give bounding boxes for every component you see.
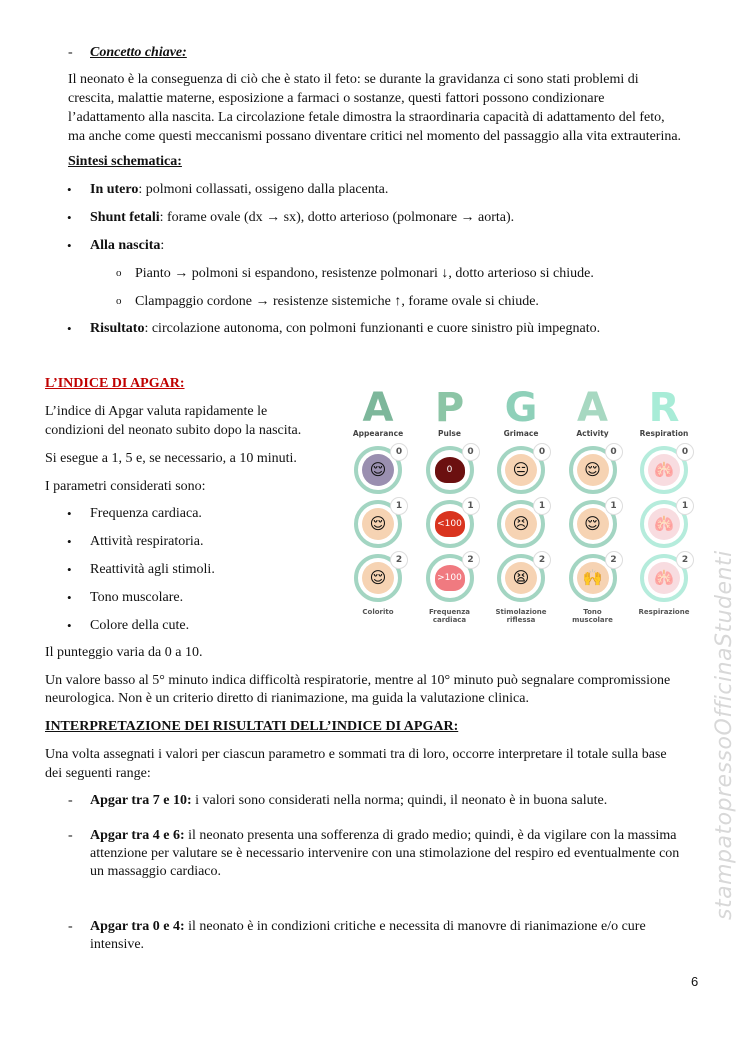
apgar-param: Attività respiratoria. [90, 534, 204, 549]
bullet-icon: • [67, 506, 72, 521]
dash-marker: - [68, 919, 73, 934]
concetto-line: crescita, malattie materne, esposizione a farmaci o sostanze, questi fattori possono condizionare [68, 91, 605, 106]
circle-bullet-icon: o [116, 267, 122, 279]
score-badge: 2 [605, 551, 623, 569]
heart-icon: 0 [435, 457, 465, 483]
apgar-score-icon [497, 554, 545, 602]
apgar-column [415, 385, 485, 624]
dash-marker: - [68, 828, 73, 843]
baby-face-icon: 😌 [362, 454, 394, 486]
watermark: stampatopressoOfficinaStudenti [712, 550, 737, 920]
sintesi-item [90, 208, 514, 227]
apgar-title: L’INDICE DI APGAR: [45, 376, 185, 391]
interpretazione-item [90, 844, 679, 863]
baby-face-icon: 😌 [577, 508, 609, 540]
apgar-label: Grimace [503, 429, 539, 438]
apgar-score-icon [569, 554, 617, 602]
apgar-letter: P [434, 385, 465, 431]
interpretazione-item [90, 826, 677, 845]
bullet-icon: • [67, 562, 72, 577]
apgar-bottom-label: riflessa [506, 616, 536, 624]
apgar-letter: R [648, 385, 680, 431]
apgar-label: Respiration [639, 429, 689, 438]
score-badge: 1 [462, 497, 480, 515]
circle-bullet-icon: o [116, 295, 122, 307]
score-badge: 0 [390, 443, 408, 461]
baby-face-icon: 😌 [362, 508, 394, 540]
item-text: il neonato è in condizioni critiche e necessita di manovre di rianimazione e/o cure [184, 919, 646, 934]
apgar-bottom-label: Frequenza [428, 608, 471, 616]
concetto-title: Concetto chiave: [90, 45, 187, 60]
apgar-score-icon [354, 446, 402, 494]
apgar-score-icon [354, 500, 402, 548]
apgar-param: Colore della cute. [90, 618, 190, 633]
interpretazione-item [90, 862, 221, 881]
item-text: il neonato presenta una sofferenza di grado medio; quindi, è da vigilare con la massima [184, 828, 677, 843]
apgar-bottom-label: cardiaca [432, 616, 467, 624]
score-badge: 2 [390, 551, 408, 569]
sintesi-title: Sintesi schematica: [68, 154, 182, 169]
sintesi-subitem: Clampaggio cordone → resistenze sistemiche ↑, forame ovale si chiude. [135, 294, 539, 309]
item-text: i valori sono considerati nella norma; quindi, il neonato è in buona salute. [191, 793, 608, 808]
apgar-bottom-label: Tono [583, 608, 602, 616]
apgar-score-icon [426, 500, 474, 548]
score-badge: 2 [462, 551, 480, 569]
bullet-icon: • [67, 210, 72, 225]
bullet-icon: • [67, 618, 72, 633]
apgar-score-icon [569, 500, 617, 548]
apgar-note: Un valore basso al 5° minuto indica difficoltà respiratorie, mentre al 10° minuto può segnalare compromissione [45, 673, 671, 688]
item-text: un massaggio cardiaco. [90, 864, 222, 879]
baby-face-icon: 😌 [577, 454, 609, 486]
bullet-icon: • [67, 590, 72, 605]
dash-marker: - [68, 793, 73, 808]
item-bold: Apgar tra 0 e 4: [90, 919, 185, 934]
lungs-icon: 🫁 [648, 508, 680, 540]
apgar-column [558, 385, 628, 624]
score-badge: 2 [533, 551, 551, 569]
apgar-score-icon [497, 446, 545, 494]
interpretazione-item [90, 791, 607, 810]
score-badge: 1 [390, 497, 408, 515]
score-badge: 1 [533, 497, 551, 515]
apgar-score-icon [640, 554, 688, 602]
heart-icon: >100 [435, 565, 465, 591]
apgar-score-icon [569, 446, 617, 494]
apgar-bottom-label: Stimolazione [495, 608, 547, 616]
item-bold: Apgar tra 4 e 6: [90, 828, 185, 843]
apgar-score-icon [640, 500, 688, 548]
lungs-icon: 🫁 [648, 454, 680, 486]
score-badge: 1 [605, 497, 623, 515]
apgar-bottom-label: Respirazione [638, 608, 690, 616]
apgar-score-icon [354, 554, 402, 602]
apgar-label: Activity [576, 429, 609, 438]
apgar-param: Reattività agli stimoli. [90, 562, 215, 577]
item-text: : polmoni collassati, ossigeno dalla placenta. [138, 182, 389, 197]
score-badge: 1 [676, 497, 694, 515]
apgar-timing: Si esegue a 1, 5 e, se necessario, a 10 minuti. [45, 451, 297, 466]
apgar-letter: A [577, 385, 608, 431]
item-bold: Alla nascita [90, 238, 161, 253]
apgar-column [486, 385, 556, 624]
apgar-label: Pulse [438, 429, 461, 438]
item-bold: Risultato [90, 321, 145, 336]
interpretazione-title: INTERPRETAZIONE DEI RISULTATI DELL’INDICE DI APGAR: [45, 719, 459, 734]
apgar-figure [350, 385, 694, 632]
bullet-icon: • [67, 321, 72, 336]
score-badge: 0 [676, 443, 694, 461]
sintesi-subitem: Pianto → polmoni si espandono, resistenze polmonari ↓, dotto arterioso si chiude. [135, 266, 594, 281]
apgar-column [343, 385, 413, 616]
apgar-param: Frequenza cardiaca. [90, 506, 202, 521]
item-bold: Shunt fetali [90, 210, 160, 225]
apgar-note: neurologica. Non è un criterio diretto di rianimazione, ma guida la valutazione clinica. [45, 691, 529, 706]
apgar-score-icon [497, 500, 545, 548]
score-badge: 0 [462, 443, 480, 461]
score-badge: 2 [676, 551, 694, 569]
apgar-column [629, 385, 699, 616]
apgar-bottom-label: Colorito [362, 608, 394, 616]
apgar-intro: condizioni del neonato subito dopo la nascita. [45, 423, 302, 438]
item-bold: In utero [90, 182, 139, 197]
lungs-icon: 🫁 [648, 562, 680, 594]
apgar-params-intro: I parametri considerati sono: [45, 479, 206, 494]
apgar-label: Appearance [352, 429, 404, 438]
item-text: intensive. [90, 937, 145, 952]
bullet-icon: • [67, 182, 72, 197]
apgar-param: Tono muscolare. [90, 590, 184, 605]
score-badge: 0 [533, 443, 551, 461]
sintesi-item [90, 180, 388, 199]
apgar-intro: L’indice di Apgar valuta rapidamente le [45, 404, 268, 419]
baby-face-icon: 😌 [362, 562, 394, 594]
item-text: attenzione per valutare se è necessario intervenire con una stimolazione del respiro ed eventualmente con [90, 846, 680, 861]
item-text: : [160, 238, 165, 253]
interpretazione-intro: dei seguenti range: [45, 766, 151, 781]
item-text: : circolazione autonoma, con polmoni funzionanti e cuore sinistro più impegnato. [144, 321, 601, 336]
baby-face-icon: 😫 [505, 562, 537, 594]
concetto-line: Il neonato è la conseguenza di ciò che è stato il feto: se durante la gravidanza ci sono stati problemi di [68, 72, 639, 87]
apgar-score-icon [426, 446, 474, 494]
interpretazione-item [90, 935, 144, 954]
concetto-line: ma anche come questi meccanismi possano diventare critici nel momento del passaggio alla vita extrauterina. [68, 129, 682, 144]
interpretazione-intro: Una volta assegnati i valori per ciascun parametro e sommati tra di loro, occorre interpretare il totale sulla base [45, 747, 667, 762]
interpretazione-item [90, 917, 646, 936]
item-bold: Apgar tra 7 e 10: [90, 793, 192, 808]
baby-face-icon: 😑 [505, 454, 537, 486]
apgar-letter: G [504, 385, 538, 431]
baby-face-icon: 😣 [505, 508, 537, 540]
sintesi-item [90, 236, 164, 255]
apgar-bottom-label: muscolare [572, 616, 613, 624]
sintesi-item [90, 319, 600, 338]
bullet-icon: • [67, 534, 72, 549]
apgar-range: Il punteggio varia da 0 a 10. [45, 645, 203, 660]
apgar-letter: A [362, 385, 394, 431]
apgar-score-icon [640, 446, 688, 494]
bullet-icon: • [67, 238, 72, 253]
baby-face-icon: 🙌 [577, 562, 609, 594]
apgar-score-icon [426, 554, 474, 602]
concetto-line: l’adattamento alla nascita. La circolazione fetale dimostra la straordinaria capacità di adattamento del feto, [68, 110, 665, 125]
score-badge: 0 [605, 443, 623, 461]
page-number: 6 [691, 974, 699, 989]
heart-icon: <100 [435, 511, 465, 537]
item-text: : forame ovale (dx → sx), dotto arterioso (polmonare → aorta). [159, 210, 515, 225]
dash-marker: - [68, 45, 73, 60]
